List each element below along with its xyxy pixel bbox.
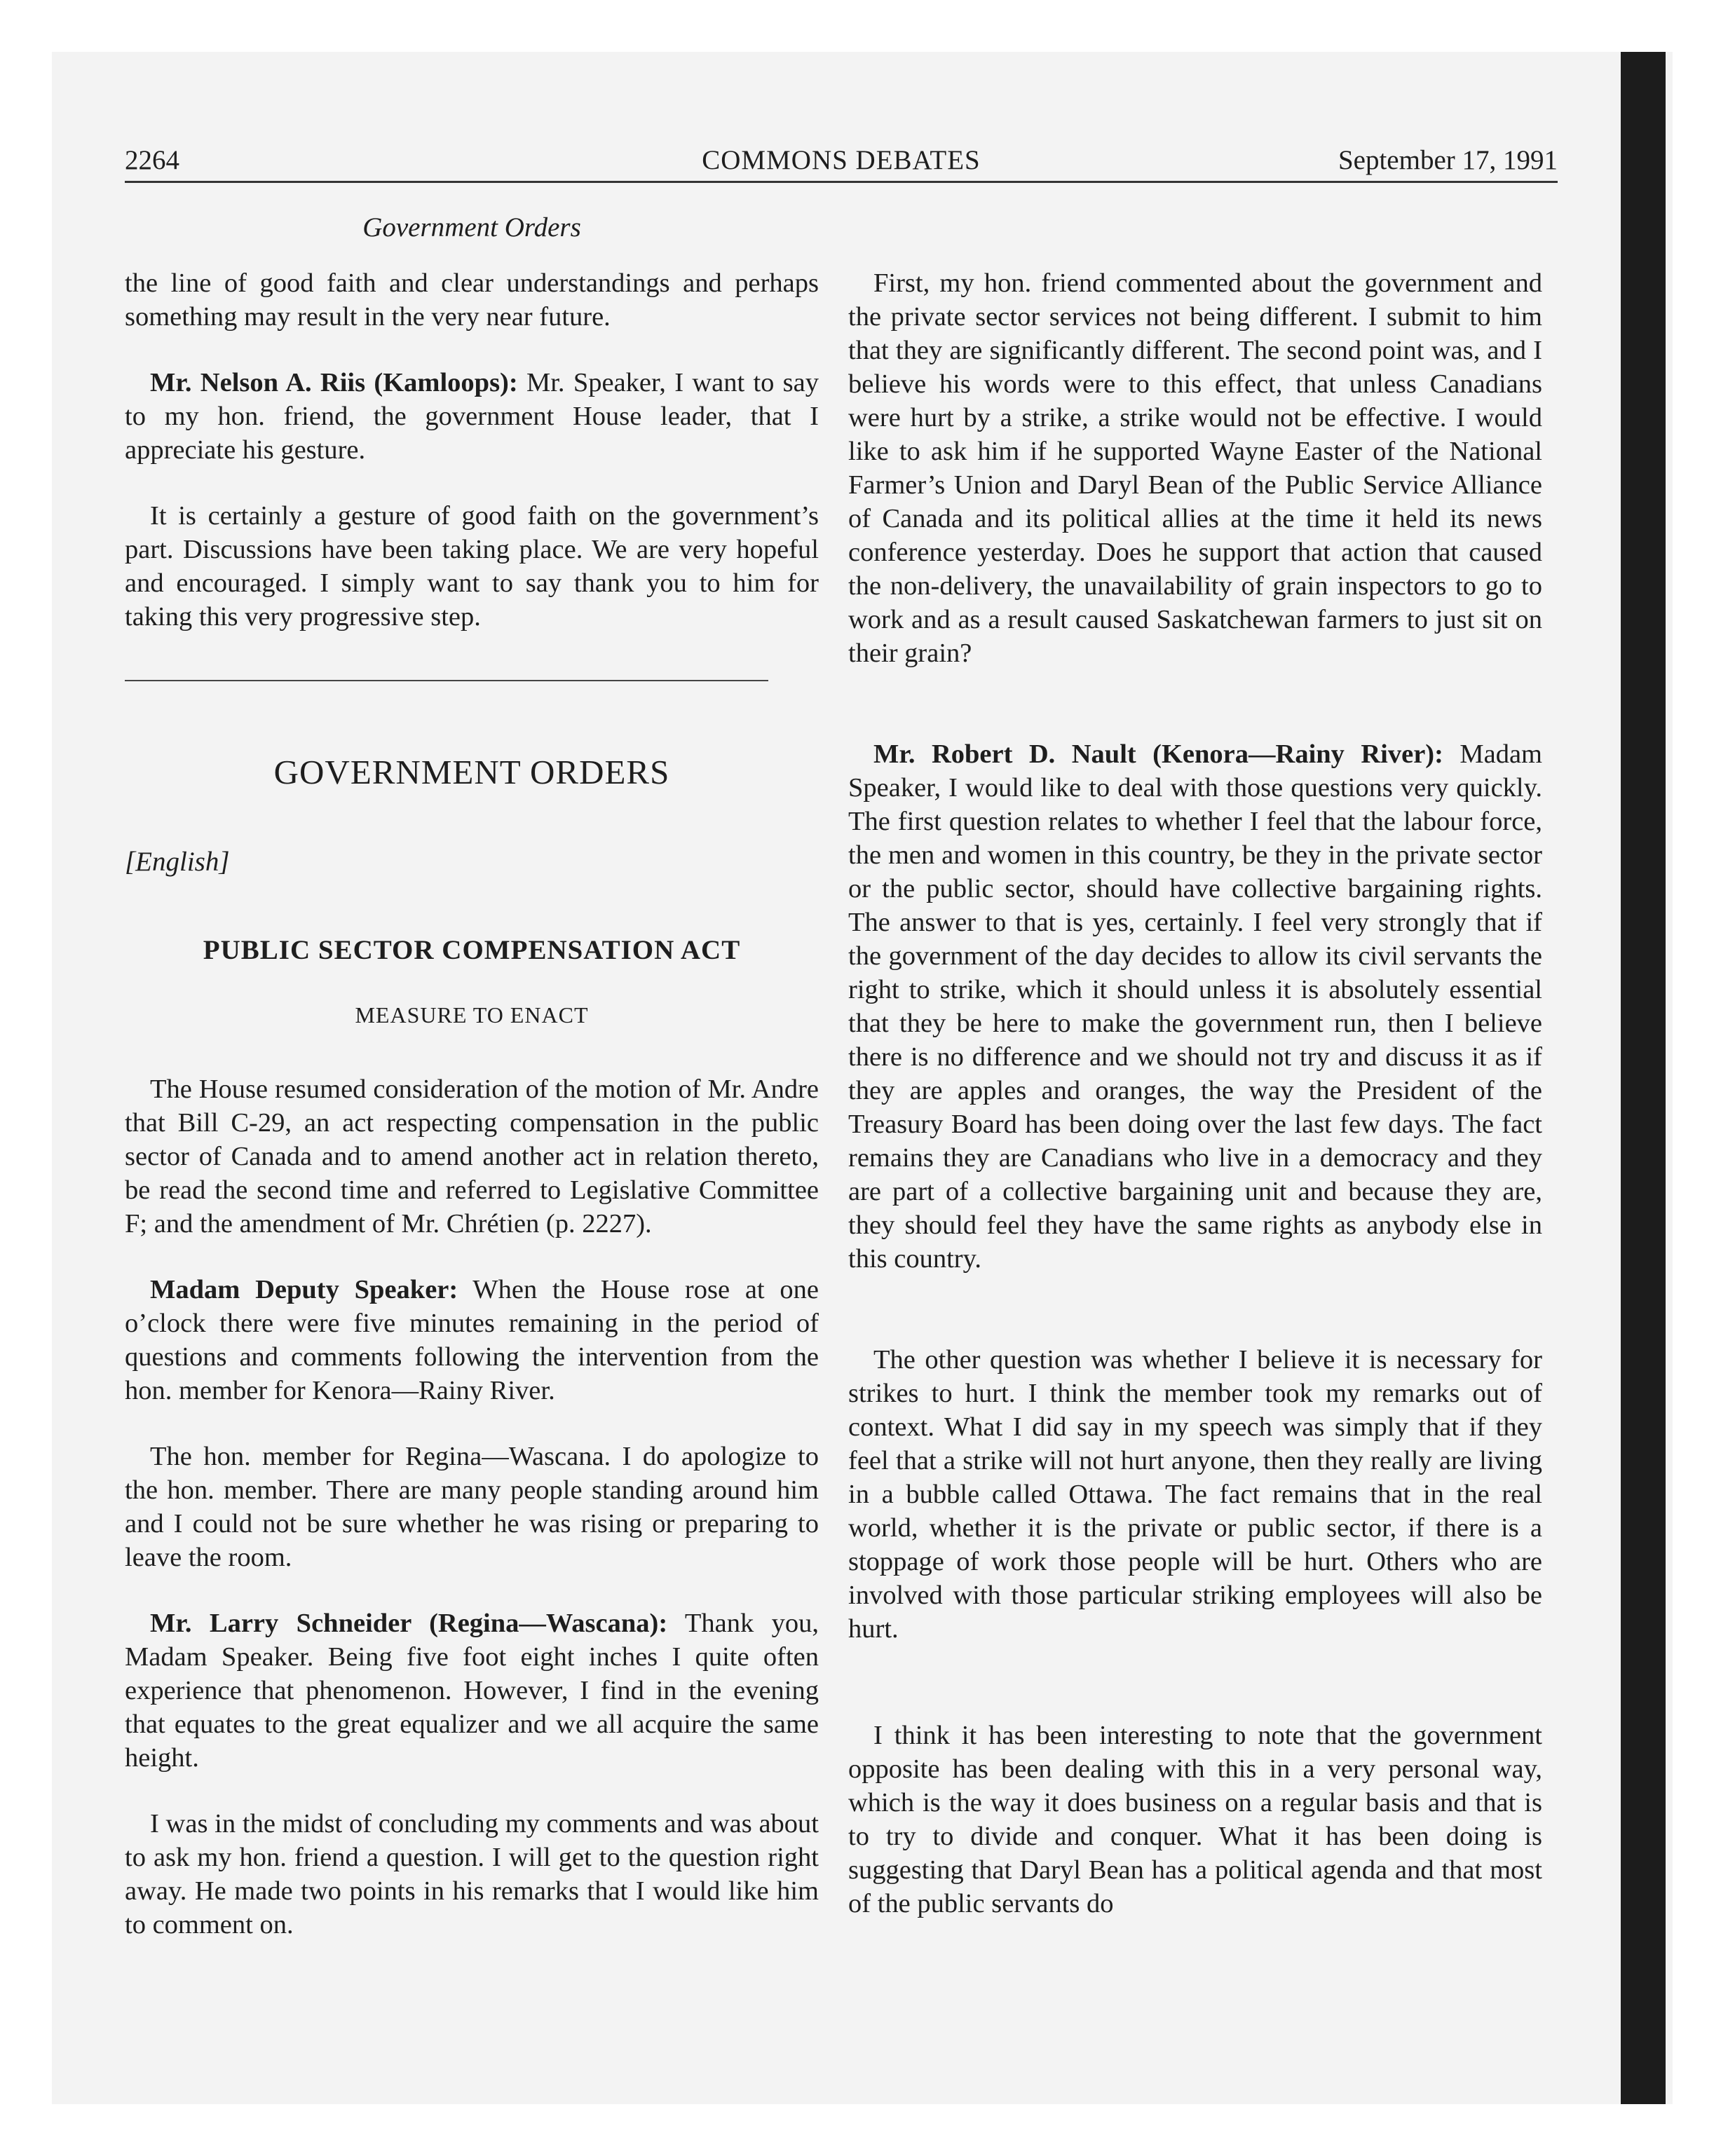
page-header — [125, 144, 1558, 186]
speaker-name: Mr. Robert D. Nault (Kenora—Rainy River): — [873, 739, 1443, 769]
left-column — [125, 266, 819, 1974]
speaker-name: Madam Deputy Speaker: — [150, 1275, 458, 1304]
speech-text: Thank you, Madam Speaker. Being five foot eight inches I quite often experience that phenomenon. However, I find in the evening that equates to the great equalizer and we all acquire the same height. — [125, 1609, 819, 1773]
paragraph: I think it has been interesting to note that the government opposite has been dealing with this in a very personal way, which is the way it does business on a regular basis and that is to try to divide and conquer. What it has been doing is suggesting that Daryl Bean has a political agenda and that most of the public servants do — [848, 1721, 1542, 1918]
language-marker: [English] — [125, 847, 230, 877]
speech-text: Mr. Speaker, I want to say to my hon. friend, the government House leader, that I appreciate his gesture. — [125, 368, 819, 465]
paragraph: The other question was whether I believe it is necessary for strikes to hurt. I think the member took my remarks out of context. What I did say in my speech was simply that if they feel that a strike will not hurt anyone, then they really are living in a bubble called Ottawa. The fact remains that in the real world, whether it is the private or public sector, if there is a stoppage of work those people will be hurt. Others who are involved with those particular striking employees will also be hurt. — [848, 1345, 1542, 1644]
running-head: Government Orders — [362, 212, 581, 243]
paragraph — [125, 366, 819, 467]
section-divider — [125, 680, 768, 681]
paragraph — [125, 1273, 819, 1407]
page-number: 2264 — [125, 145, 179, 175]
right-column — [848, 266, 1542, 1953]
speech-text: Madam Speaker, I would like to deal with those questions very quickly. The first question relates to whether I feel that the labour force, the men and women in this country, be they in the private sector or the public sector, should have collective bargaining rights. The answer to that is yes, certainly. I feel very strongly that if the government of the day decides to allow its civil servants the right to strike, which it should unless it is absolutely essential that they be here to make the government run, then I believe there is no difference and we should not try and discuss it as if they are apples and oranges, the way the President of the Treasury Board has been doing over the last few days. The fact remains they are Canadians who live in a democracy and they are part of a collective bargaining unit and because they are, they should feel they have the same rights as anybody else in this country. — [848, 739, 1543, 1274]
bill-title: PUBLIC SECTOR COMPENSATION ACT — [203, 935, 741, 965]
publication-date: September 17, 1991 — [1338, 145, 1558, 175]
paragraph: The hon. member for Regina—Wascana. I do apologize to the hon. member. There are many people standing around him and I could not be sure whether he was rising or preparing to leave the room. — [125, 1442, 819, 1572]
paragraph: It is certainly a gesture of good faith on the government’s part. Discussions have been taking place. We are very hopeful and encouraged. I simply want to say thank you to him for taking this very progressive step. — [125, 501, 819, 632]
measure-subtitle: MEASURE TO ENACT — [355, 1002, 589, 1028]
paragraph: the line of good faith and clear understandings and perhaps something may result in the very near future. — [125, 268, 819, 332]
paragraph — [125, 1606, 819, 1775]
speaker-name: Mr. Nelson A. Riis (Kamloops): — [150, 368, 518, 397]
paragraph: I was in the midst of concluding my comments and was about to ask my hon. friend a question. I will get to the question right away. He made two points in his remarks that I would like him to comment on. — [125, 1809, 819, 1939]
journal-title: COMMONS DEBATES — [702, 145, 981, 175]
section-title: GOVERNMENT ORDERS — [273, 753, 670, 791]
paragraph — [848, 737, 1542, 1276]
header-rule — [125, 181, 1558, 183]
scan-edge-shadow — [1621, 52, 1666, 2104]
speech-text: When the House rose at one o’clock there were five minutes remaining in the period of questions and comments following the intervention from the hon. member for Kenora—Rainy River. — [125, 1275, 819, 1405]
speaker-name: Mr. Larry Schneider (Regina—Wascana): — [150, 1609, 668, 1638]
paragraph: The House resumed consideration of the motion of Mr. Andre that Bill C-29, an act respecting compensation in the public sector of Canada and to amend another act in relation thereto, be read the second time and referred to Legislative Committee F; and the amendment of Mr. Chrétien (p. 2227). — [125, 1074, 819, 1239]
paragraph: First, my hon. friend commented about the government and the private sector services not being different. I submit to him that they are significantly different. The second point was, and I believe his words were to this effect, that unless Canadians were hurt by a strike, a strike would not be effective. I would like to ask him if he supported Wayne Easter of the National Farmer’s Union and Daryl Bean of the Public Service Alliance of Canada and its political allies at the time it held its news conference yesterday. Does he support that action that caused the non-delivery, the unavailability of grain inspectors to go to work and as a result caused Saskatchewan farmers to just sit on their grain? — [848, 268, 1542, 668]
